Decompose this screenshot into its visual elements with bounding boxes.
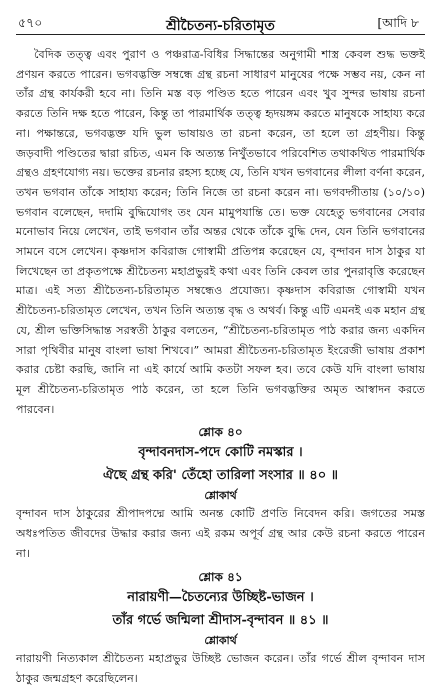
verse-number: শ্লোক ৪০ (198, 425, 243, 440)
chapter-marker: [আদি ৮ (377, 15, 419, 30)
page-body (16, 45, 425, 689)
page-number: ৫৭০ (18, 15, 43, 30)
running-title: শ্রীচৈতন্য-চরিতামৃত (166, 18, 275, 34)
verse-line: ঐছে গ্রন্থ করি' তেঁহো তারিলা সংসার ॥ ৪০ ॥ (102, 468, 339, 484)
verse-number: শ্লোক ৪১ (198, 570, 243, 585)
purport-paragraph: বৈদিক তত্ত্ব এবং পুরাণ ও পঞ্চরাত্র-বিধির সিদ্ধান্তের অনুগামী শাস্ত্র কেবল শুদ্ধ ভক্তই প্রণয়ন করতে পারেন। ভগবদ্ভক্তি সম্বন্ধে গ্রন্থ রচনা সাধারণ মানুষের পক্ষে সম্ভব নয়, কেন না তাঁর গ্রন্থ কার্যকরী হবে না। তিনি মস্ত বড় পণ্ডিত হতে পারেন এবং খুব সুন্দর ভাষায় রচনা করতে তিনি দক্ষ হতে পারেন, কিন্তু তা পারমার্থিক তত্ত্ব হৃদয়ঙ্গম করতে মানুষকে সাহায্য করে না। পক্ষান্তরে, ভগবদ্ভক্ত যদি ভুল ভাষায়ও তা রচনা করেন, তা হলে তা গ্রহণীয়। কিন্তু জড়বাদী পণ্ডিতের দ্বারা রচিত, এমন কি অত্যন্ত নিখুঁতভাবে পরিবেশিত তথাকথিত পারমার্থিক গ্রন্থও গ্রহণযোগ্য নয়। ভক্তের রচনার রহস্য হচ্ছে যে, তিনি যখন ভগবানের লীলা বর্ণনা করেন, তখন ভগবান তাঁকে সাহায্য করেন; তিনি নিজে তা রচনা করেন না। ভগবদ্গীতায় (১০/১০) ভগবান বলেছেন, দদামি বুদ্ধিযোগং তং যেন মামুপযান্তি তে। ভক্ত যেহেতু ভগবানের সেবার মনোভাব নিয়ে লেখেন, তাই ভগবান তাঁর অন্তর থেকে তাঁকে বুদ্ধি দেন, যেন তিনি ভগবানের সামনে বসে লেখেন। কৃষ্ণদাস কবিরাজ গোস্বামী প্রতিপন্ন করেছেন যে, বৃন্দাবন দাস ঠাকুর যা লিখেছেন তা প্রকৃতপক্ষে শ্রীচৈতন্য মহাপ্রভুরই কথা এবং তিনি কেবল তার পুনরাবৃত্তি করেছেন মাত্র। এই সত্য শ্রীচৈতন্য-চরিতামৃত সম্বন্ধেও প্রযোজ্য। কৃষ্ণদাস কবিরাজ গোস্বামী যখন শ্রীচৈতন্য-চরিতামৃত লেখেন, তখন তিনি অত্যন্ত বৃদ্ধ ও অথর্ব। কিন্তু এটি এমনই এক মহান গ্রন্থ যে, শ্রীল ভক্তিসিদ্ধান্ত সরস্বতী ঠাকুর বলতেন, “শ্রীচৈতন্য-চরিতামৃত পাঠ করার জন্য একদিন সারা পৃথিবীর মানুষ বাংলা ভাষা শিখবে।” আমরা শ্রীচৈতন্য-চরিতামৃত ইংরেজী ভাষায় প্রকাশ করার চেষ্টা করছি, জানি না এই কার্যে আমি কতটা সফল হব। তবে কেউ যদি বাংলা ভাষায় মূল শ্রীচৈতন্য-চরিতামৃত পাঠ করেন, তা হলে তিনি ভগবদ্ভক্তির অমৃত আস্বাদন করতে পারবেন। (16, 48, 425, 416)
translation-text: নারায়ণী নিত্যকাল শ্রীচৈতন্য মহাপ্রভুর উচ্ছিষ্ট ভোজন করেন। তাঁর গর্ভে শ্রীল বৃন্দাবন দাস ঠাকুর জন্মগ্রহণ করেছিলেন। (16, 652, 425, 686)
verse-line: বৃন্দাবনদাস-পদে কোটি নমস্কার । (138, 445, 303, 461)
translation-text: বৃন্দাবন দাস ঠাকুরের শ্রীপাদপদ্মে আমি অনন্ত কোটি প্রণতি নিবেদন করি। জগতের সমস্ত অধঃপতিত জীবদের উদ্ধার করার জন্য এই রকম অপূর্ব গ্রন্থ আর কেউ রচনা করতে পারেন না। (16, 507, 425, 561)
page-header (16, 12, 425, 35)
verse-41 (16, 568, 425, 689)
translation-label: শ্লোকার্থ (204, 634, 237, 648)
verse-line: তাঁর গর্ভে জন্মিলা শ্রীদাস-বৃন্দাবন ॥ ৪১ ॥ (112, 613, 329, 629)
translation-label: শ্লোকার্থ (204, 489, 237, 503)
verse-line: নারায়ণী—চৈতন্যের উচ্ছিষ্ট-ভাজন । (127, 590, 314, 606)
verse-40 (16, 423, 425, 564)
